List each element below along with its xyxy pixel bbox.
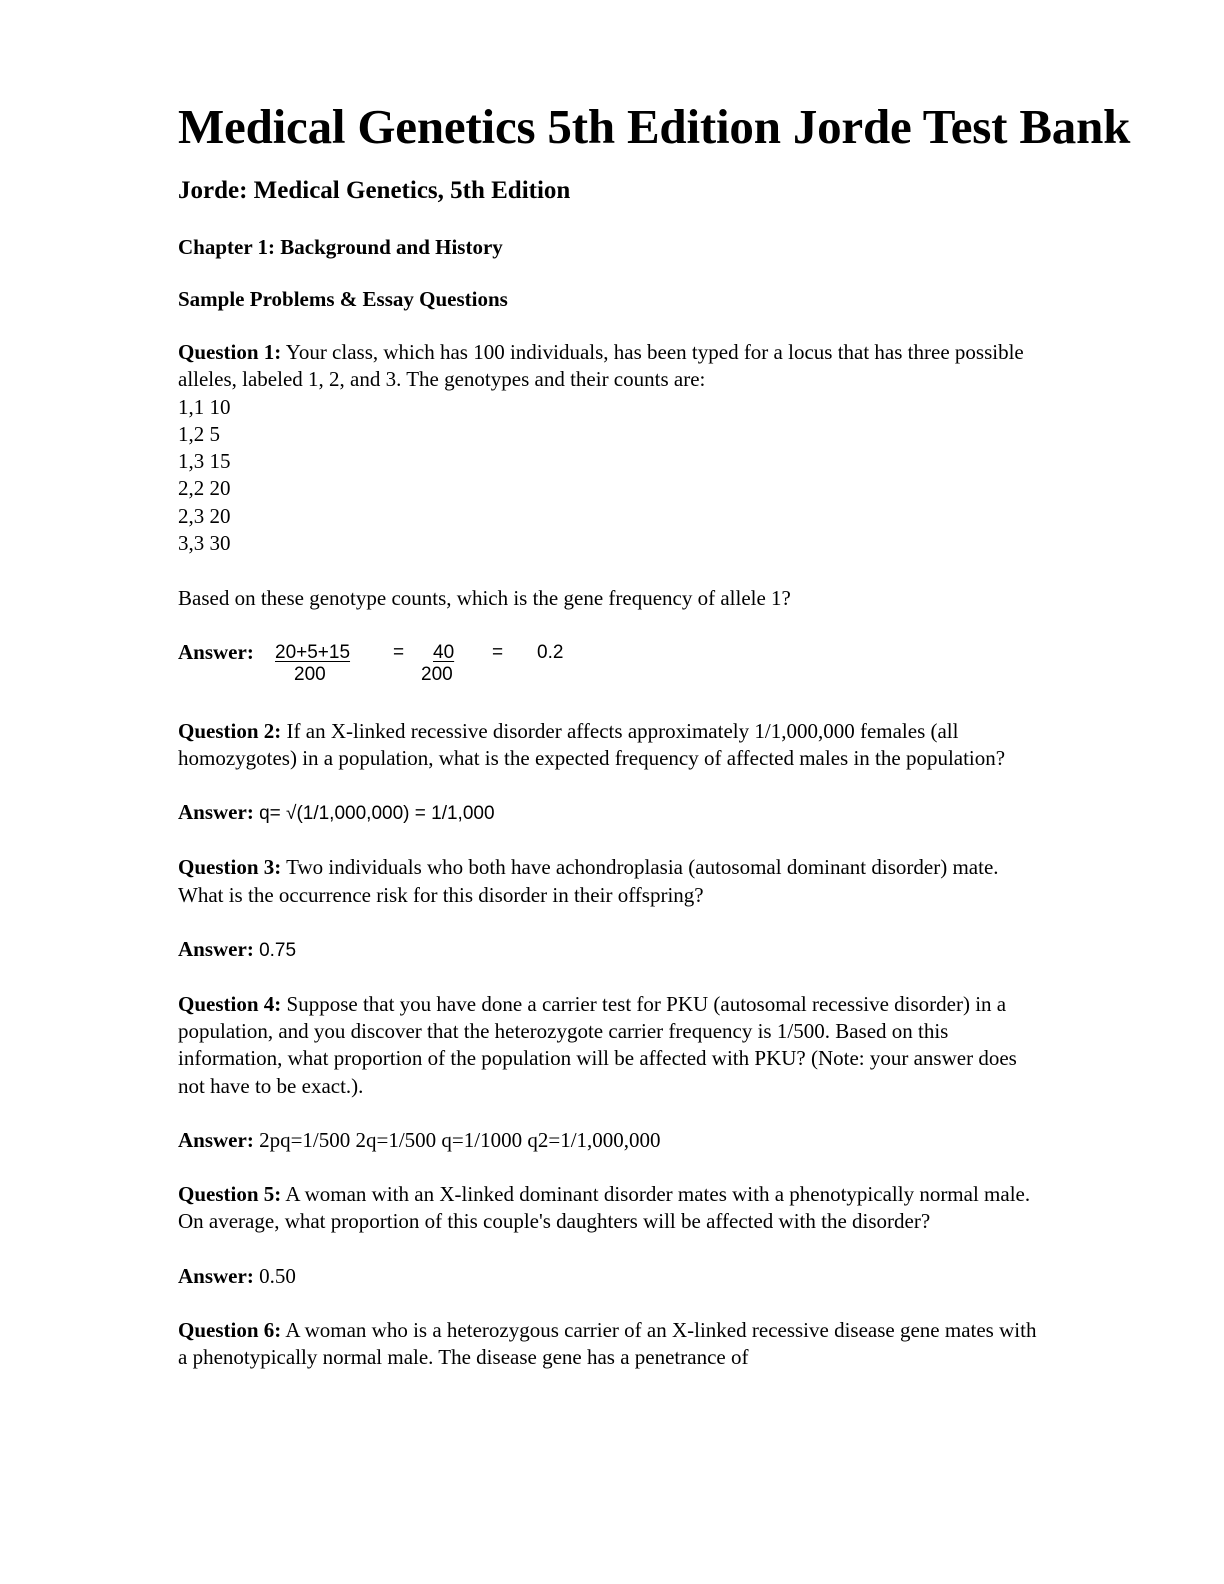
question-5-body: A woman with an X-linked dominant disorder mates with a phenotypically normal male. On average, what proportion of this couple's daughters will be affected with the disorder?: [178, 1182, 1031, 1234]
question-2-text: [178, 718, 1038, 773]
question-1-text: [178, 339, 1038, 394]
document-subtitle: Jorde: Medical Genetics, 5th Edition: [178, 177, 571, 204]
genotype-item: 3,3 30: [178, 531, 231, 556]
answer-4-label: Answer:: [178, 1128, 254, 1153]
fraction-2-numerator: 40: [433, 641, 455, 663]
question-3-text: [178, 854, 1038, 909]
answer-4-value: 2pq=1/500 2q=1/500 q=1/1000 q2=1/1,000,000: [259, 1128, 661, 1153]
question-6-label: Question 6:: [178, 1317, 282, 1342]
genotype-list: [178, 394, 1218, 558]
answer-2-label: Answer:: [178, 800, 254, 825]
answer-3: [178, 936, 1218, 964]
answer-5: [178, 1263, 1218, 1290]
question-2-body: If an X-linked recessive disorder affects approximately 1/1,000,000 females (all homozygotes) in a population, what is the expected frequency of affected males in the population?: [178, 718, 1006, 770]
equals-sign: =: [492, 641, 504, 663]
genotype-item: 1,2 5: [178, 421, 220, 446]
question-3-label: Question 3:: [178, 855, 282, 880]
question-5-text: [178, 1181, 1038, 1236]
genotype-item: 2,3 20: [178, 503, 231, 528]
fraction-2-denominator: 200: [421, 663, 453, 685]
question-5: [178, 1181, 1218, 1290]
question-2-label: Question 2:: [178, 718, 282, 743]
answer-5-value: 0.50: [259, 1263, 296, 1288]
answer-3-label: Answer:: [178, 936, 254, 961]
question-1-label: Question 1:: [178, 340, 282, 364]
answer-2-value: q= √(1/1,000,000) = 1/1,000: [259, 803, 495, 825]
answer-2: [178, 799, 1218, 827]
question-2: [178, 718, 1218, 828]
question-6-body: A woman who is a heterozygous carrier of an X-linked recessive disease gene mates with a phenotypically normal male. The disease gene has a penetrance of: [178, 1317, 1037, 1369]
answer-3-value: 0.75: [259, 939, 297, 961]
chapter-heading: Chapter 1: Background and History: [178, 235, 503, 259]
question-4-label: Question 4:: [178, 991, 282, 1016]
genotype-item: 1,1 10: [178, 394, 231, 419]
question-5-label: Question 5:: [178, 1182, 282, 1207]
document-title: Medical Genetics 5th Edition Jorde Test Bank: [178, 99, 1131, 154]
fraction-1-denominator: 200: [294, 663, 326, 685]
section-heading: Sample Problems & Essay Questions: [178, 287, 508, 311]
question-3: [178, 854, 1218, 964]
document-page: [178, 96, 1218, 1371]
equals-sign: =: [393, 641, 405, 663]
genotype-item: 1,3 15: [178, 449, 231, 474]
question-4: [178, 991, 1218, 1154]
answer-4: [178, 1127, 1218, 1154]
question-6-text: [178, 1317, 1038, 1372]
answer-1: [178, 639, 1218, 691]
fraction-1-numerator: 20+5+15: [275, 641, 351, 663]
genotype-item: 2,2 20: [178, 476, 231, 501]
question-4-text: [178, 991, 1038, 1100]
question-1-body: Your class, which has 100 individuals, has been typed for a locus that has three possible alleles, labeled 1, 2, and 3. The genotypes and their counts are:: [178, 340, 1024, 392]
question-1-followup: Based on these genotype counts, which is the gene frequency of allele 1?: [178, 586, 791, 611]
question-4-body: Suppose that you have done a carrier test for PKU (autosomal recessive disorder) in a population, and you discover that the heterozygote carrier frequency is 1/500. Based on this information, what proportion of the population will be affected with PKU? (Note: your answer does not have to be exact.).: [178, 991, 1017, 1098]
answer-1-label: Answer:: [178, 639, 254, 664]
answer-1-result: 0.2: [537, 641, 564, 663]
question-3-body: Two individuals who both have achondroplasia (autosomal dominant disorder) mate. What is the occurrence risk for this disorder in their offspring?: [178, 855, 999, 907]
question-1: [178, 339, 1218, 691]
answer-5-label: Answer:: [178, 1263, 254, 1288]
question-6: [178, 1317, 1218, 1372]
